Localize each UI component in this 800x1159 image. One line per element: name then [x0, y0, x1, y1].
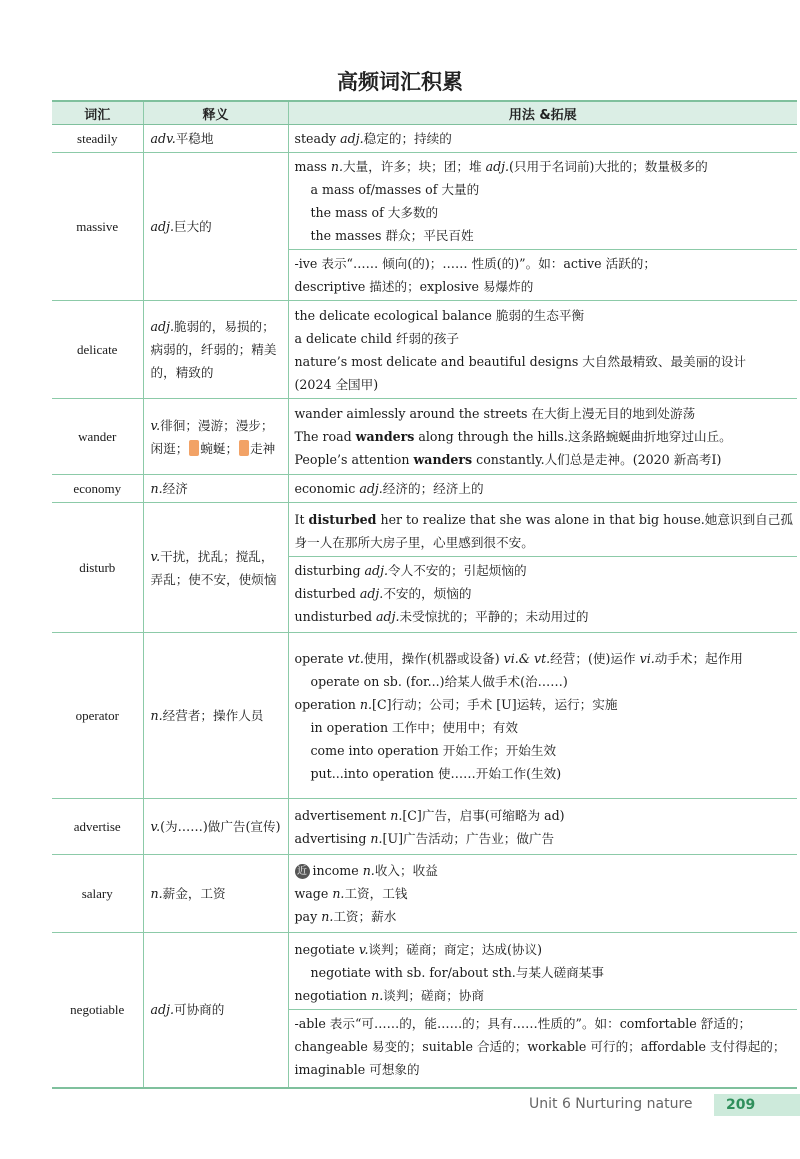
usage-line: (2024 全国甲)	[294, 376, 379, 392]
table-row	[52, 799, 797, 855]
usage-text: 使用，操作(机器或设备)	[363, 650, 504, 666]
part-of-speech: n.	[362, 863, 375, 878]
usage-text: 动手术；起作用	[654, 650, 743, 666]
meaning-cell	[143, 301, 288, 399]
usage-term: undisturbed	[294, 608, 377, 624]
meaning-text: 平稳地	[175, 131, 214, 146]
page-number: 209	[714, 1094, 800, 1116]
part-of-speech: n.	[370, 830, 383, 846]
usage-box	[289, 506, 798, 556]
usage-term: pay	[294, 909, 322, 924]
usage-text: her to realize that she was alone in that big house.她意识到自己孤身一人在那所大房子里，心里感到很不安。	[294, 511, 793, 550]
usage-cell	[288, 799, 797, 855]
usage-text: 未受惊扰的；平静的；未动用过的	[399, 608, 589, 624]
header-meaning: 释义	[143, 101, 288, 125]
usage-text: [U]广告活动；广告业；做广告	[382, 830, 555, 846]
usage-term: negotiate	[294, 942, 359, 958]
usage-line: negotiate with sb. for/about sth.与某人磋商某事	[310, 965, 604, 981]
table-row	[52, 125, 797, 153]
usage-box	[289, 802, 798, 852]
usage-text: 令人不安的；引起烦恼的	[388, 562, 527, 578]
meaning-cell	[143, 503, 288, 633]
usage-cell	[288, 475, 797, 503]
part-of-speech: adj.	[359, 481, 383, 496]
meaning-cell	[143, 633, 288, 799]
table-row	[52, 503, 797, 633]
part-of-speech: n.	[332, 886, 345, 901]
meaning-cell	[143, 855, 288, 933]
part-of-speech: adj.	[376, 608, 400, 624]
meaning-text: 经营者；操作人员	[162, 708, 264, 723]
usage-term: operate	[294, 650, 348, 666]
usage-box	[289, 475, 798, 502]
usage-cell	[288, 125, 797, 153]
word-cell: steadily	[52, 125, 143, 153]
usage-line: the masses 群众；平民百姓	[310, 228, 474, 243]
usage-line: -ive 表示“…… 倾向(的)；…… 性质(的)”。如：active 活跃的；	[294, 256, 656, 271]
part-of-speech: v.	[358, 942, 369, 958]
usage-text: People’s attention	[294, 452, 414, 467]
part-of-speech: adj.	[150, 319, 174, 334]
meaning-text: 可协商的	[173, 1002, 225, 1018]
usage-text: 工资；薪水	[333, 909, 397, 924]
part-of-speech: n.	[371, 988, 384, 1004]
usage-text: It	[294, 511, 309, 527]
part-of-speech: n.	[321, 909, 334, 924]
meaning-text: 徘徊；漫游；漫步；闲逛；	[150, 417, 274, 456]
usage-line	[295, 605, 794, 628]
usage-box	[289, 857, 798, 930]
meaning-cell	[143, 475, 288, 503]
part-of-speech: v.	[150, 417, 161, 433]
usage-box	[289, 302, 798, 398]
usage-line	[295, 448, 794, 471]
part-of-speech: vt.	[347, 650, 364, 666]
usage-cell	[288, 503, 797, 633]
usage-cell	[288, 855, 797, 933]
usage-line	[295, 984, 794, 1007]
part-of-speech: v.	[150, 548, 161, 564]
meaning-text: 薪金，工资	[162, 886, 226, 901]
usage-box	[289, 249, 798, 300]
word-cell: economy	[52, 475, 143, 503]
usage-text: 不安的，烦恼的	[383, 585, 472, 601]
usage-line: come into operation 开始工作；开始生效	[310, 742, 557, 758]
usage-text: along through the hills.这条路蜿蜒曲折地穿过山丘。	[414, 429, 732, 444]
usage-line: the mass of 大多数的	[310, 205, 439, 220]
usage-term: income	[312, 863, 363, 878]
part-of-speech: adj.	[364, 562, 388, 578]
part-of-speech: vi.	[639, 650, 655, 666]
usage-line	[295, 827, 794, 850]
header-word: 词汇	[52, 101, 143, 125]
usage-text: 大量，许多；块；团；堆	[343, 159, 486, 174]
header-usage: 用法 &拓展	[288, 101, 797, 125]
word-cell: advertise	[52, 799, 143, 855]
part-of-speech: n.	[390, 807, 403, 823]
vocabulary-table	[52, 100, 797, 1089]
usage-box	[289, 125, 798, 152]
marker-icon	[189, 440, 199, 456]
usage-line	[295, 882, 794, 905]
usage-line	[295, 693, 794, 716]
page-footer	[529, 1094, 800, 1116]
usage-line: wander aimlessly around the streets 在大街上漫无目的地到处游荡	[294, 406, 696, 421]
meaning-text: 经济	[162, 481, 188, 496]
usage-line	[295, 582, 794, 605]
usage-text: 工资，工钱	[344, 886, 408, 901]
page-title: 高频词汇积累	[337, 70, 463, 94]
table-row	[52, 933, 797, 1088]
table-row	[52, 399, 797, 475]
usage-text: [C]广告，启事(可缩略为 ad)	[402, 807, 565, 823]
usage-line	[295, 905, 794, 928]
word-cell: wander	[52, 399, 143, 475]
usage-text: 经营；(使)运作	[550, 650, 640, 666]
usage-cell	[288, 933, 797, 1088]
word-cell: disturb	[52, 503, 143, 633]
usage-line: in operation 工作中；使用中；有效	[310, 719, 518, 735]
usage-term: advertisement	[294, 807, 391, 823]
meaning-cell	[143, 933, 288, 1088]
meaning-text: 脆弱的，易损的；病弱的，纤弱的；精美的，精致的	[150, 319, 277, 380]
table-row	[52, 855, 797, 933]
usage-text: 稳定的；持续的	[363, 131, 452, 146]
usage-line	[295, 425, 794, 448]
part-of-speech: n.	[150, 708, 163, 723]
meaning-cell	[143, 399, 288, 475]
usage-box	[289, 645, 798, 787]
usage-cell	[288, 301, 797, 399]
part-of-speech: adj.	[150, 1002, 174, 1018]
usage-box	[289, 400, 798, 473]
part-of-speech: n.	[150, 886, 163, 901]
part-of-speech: vi.& vt.	[503, 650, 551, 666]
unit-label: Unit 6 Nurturing nature	[529, 1096, 693, 1112]
part-of-speech: adj.	[150, 219, 174, 234]
word-cell: negotiable	[52, 933, 143, 1088]
meaning-text: 巨大的	[173, 219, 212, 234]
usage-text: 收入；收益	[374, 863, 438, 878]
usage-keyword: wanders	[413, 452, 473, 467]
meaning-text: 干扰，扰乱；搅乱，弄乱；使不安，使烦恼	[150, 548, 277, 587]
usage-line: the delicate ecological balance 脆弱的生态平衡	[294, 307, 585, 323]
part-of-speech: adv.	[150, 131, 176, 146]
part-of-speech: adj.	[485, 159, 510, 174]
usage-line: a delicate child 纤弱的孩子	[294, 330, 459, 346]
marker-icon	[239, 440, 249, 456]
meaning-cell	[143, 153, 288, 301]
usage-text: The road	[294, 429, 356, 444]
usage-line	[295, 508, 794, 554]
word-cell: massive	[52, 153, 143, 301]
usage-keyword: wanders	[355, 429, 415, 444]
word-cell: operator	[52, 633, 143, 799]
usage-box	[289, 936, 798, 1009]
usage-line: put...into operation 使……开始工作(生效)	[310, 765, 562, 781]
usage-keyword: disturbed	[308, 511, 377, 527]
meaning-cell	[143, 799, 288, 855]
usage-box	[289, 556, 798, 630]
usage-term: steady	[294, 131, 341, 146]
word-cell: salary	[52, 855, 143, 933]
usage-text: 经济的；经济上的	[382, 481, 484, 496]
usage-text: 谈判；磋商；商定；达成(协议)	[368, 942, 542, 958]
usage-line: operate on sb. (for...)给某人做手术(治……)	[310, 673, 568, 689]
usage-term: disturbed	[294, 585, 360, 601]
usage-line	[295, 559, 794, 582]
meaning-text: 蜿蜒；	[200, 440, 239, 456]
usage-text: 谈判；磋商；协商	[383, 988, 484, 1004]
usage-text: constantly.人们总是走神。(2020 新高考Ⅰ)	[472, 452, 722, 467]
part-of-speech: v.	[150, 819, 161, 834]
usage-line: -able 表示“可……的，能……的；具有……性质的”。如：comfortable 舒适的；changeable 易变的；suitable 合适的；workable 可行的；affordable 支付得起的；imaginable 可想象的	[294, 1016, 786, 1078]
part-of-speech: adj.	[340, 131, 364, 146]
table-header-row	[52, 101, 797, 125]
usage-line: descriptive 描述的；explosive 易爆炸的	[294, 279, 534, 294]
usage-line	[295, 647, 794, 670]
usage-term: operation	[294, 696, 360, 712]
usage-term: advertising	[294, 830, 371, 846]
usage-cell	[288, 399, 797, 475]
usage-term: disturbing	[294, 562, 365, 578]
part-of-speech: n.	[330, 159, 344, 174]
usage-box	[289, 153, 798, 249]
table-row	[52, 633, 797, 799]
table-row	[52, 153, 797, 301]
usage-cell	[288, 633, 797, 799]
part-of-speech: adj.	[359, 585, 384, 601]
usage-text: (只用于名词前)大批的；数量极多的	[509, 159, 708, 174]
usage-line	[295, 804, 794, 827]
meaning-cell	[143, 125, 288, 153]
synonym-badge: 近	[295, 864, 310, 879]
usage-box	[289, 1009, 798, 1083]
usage-term: mass	[294, 159, 331, 174]
usage-line: a mass of/masses of 大量的	[310, 182, 480, 197]
table-row	[52, 301, 797, 399]
meaning-text: 走神	[250, 440, 276, 456]
usage-text: [C]行动；公司；手术 [U]运转，运行；实施	[372, 696, 618, 712]
meaning-text: (为……)做广告(宣传)	[160, 819, 281, 834]
part-of-speech: n.	[359, 696, 373, 712]
usage-term: economic	[294, 481, 360, 496]
usage-line	[295, 155, 794, 178]
table-row	[52, 475, 797, 503]
usage-term: wage	[294, 886, 333, 901]
usage-line: nature’s most delicate and beautiful designs 大自然最精致、最美丽的设计	[294, 353, 747, 369]
usage-line	[295, 859, 794, 882]
word-cell: delicate	[52, 301, 143, 399]
usage-term: negotiation	[294, 988, 372, 1004]
usage-line	[295, 938, 794, 961]
part-of-speech: n.	[150, 481, 163, 496]
usage-cell	[288, 153, 797, 301]
